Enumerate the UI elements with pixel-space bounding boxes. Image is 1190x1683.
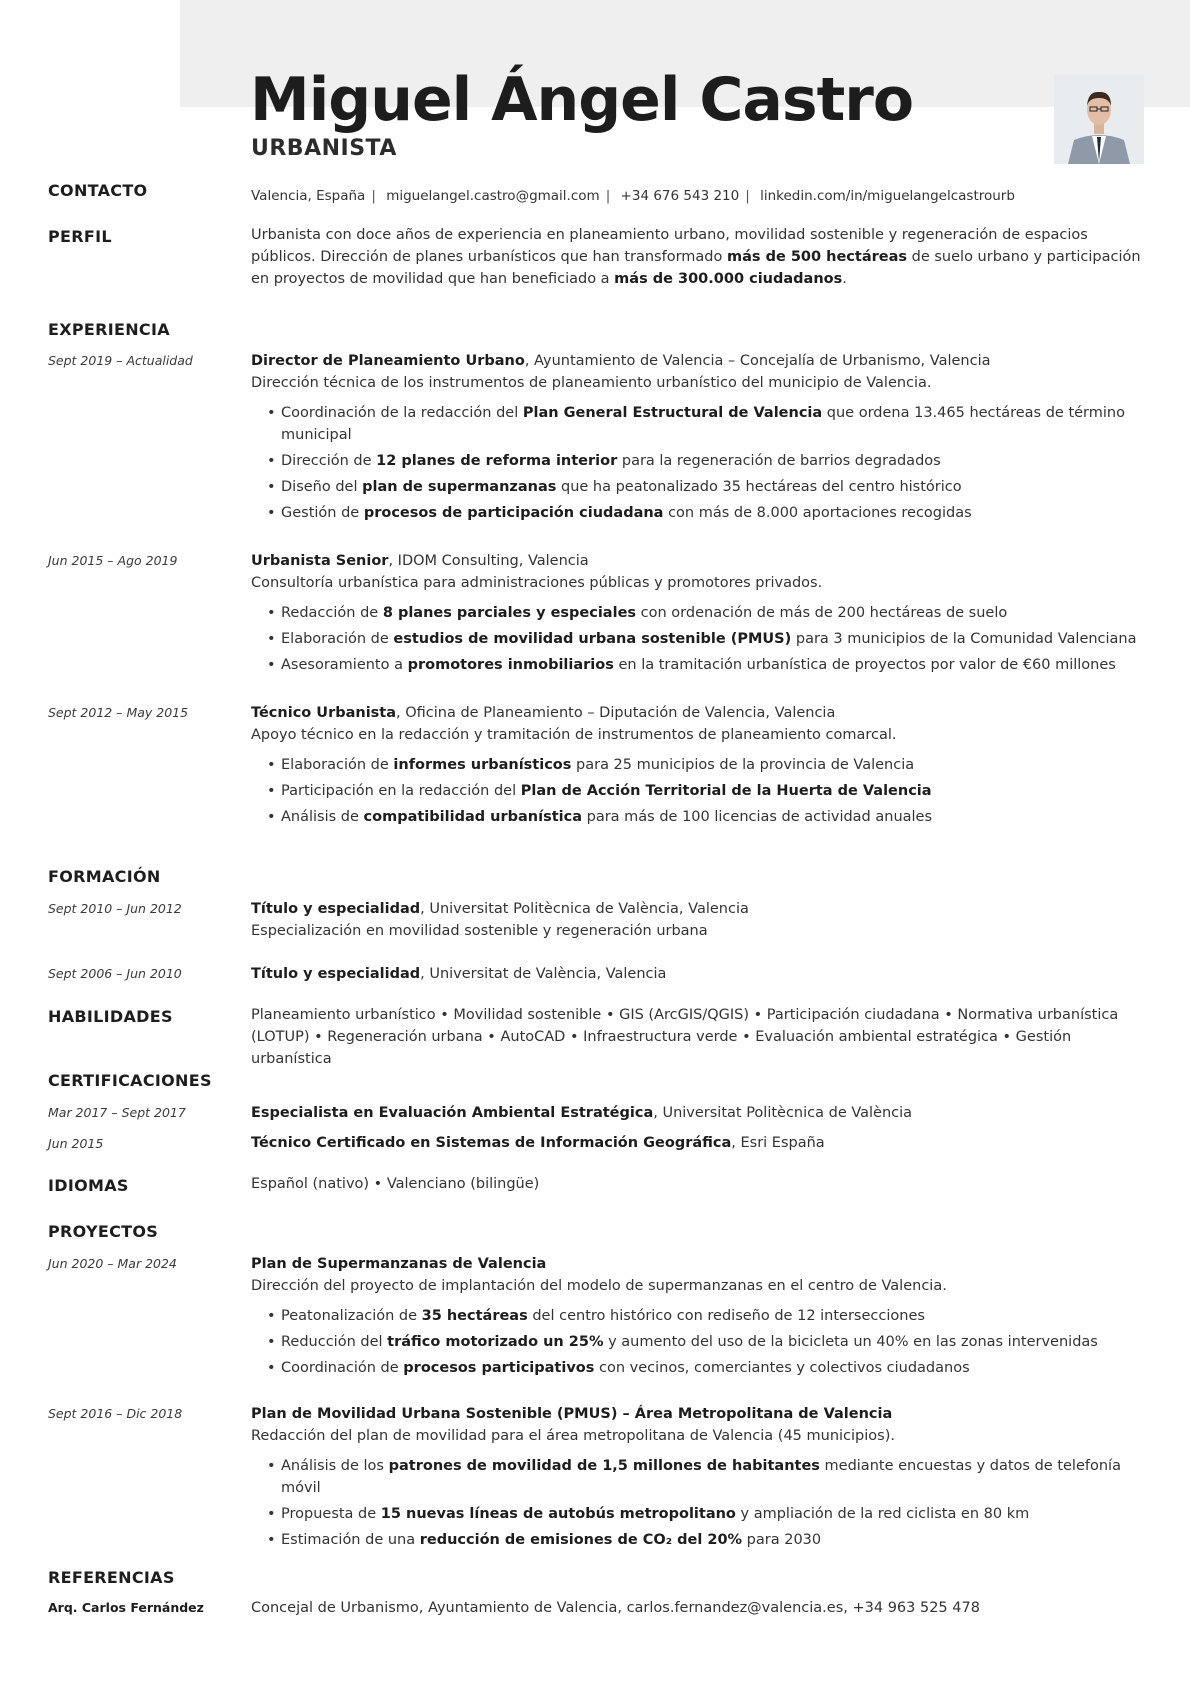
profile-text <box>251 224 1146 290</box>
job-bullets <box>251 402 1146 524</box>
project-date: Jun 2020 – Mar 2024 <box>48 1256 177 1271</box>
profile-text-part: . <box>842 271 847 287</box>
certification-entry <box>251 1102 1146 1124</box>
education-org: , Universitat de València, Valencia <box>420 966 667 982</box>
job-date: Jun 2015 – Ago 2019 <box>48 553 178 568</box>
list-item: • Análisis de compatibilidad urbanística para más de 100 licencias de actividad anuales <box>251 806 1146 828</box>
skills-text: Planeamiento urbanístico • Movilidad sostenible • GIS (ArcGIS/QGIS) • Participación ciudadana • Normativa urbanística (LOTUP) • Regeneración urbana • AutoCAD • Infraestructura verde • Evaluación ambiental estratégica • Gestión urbanística <box>251 1007 1119 1067</box>
job-title-line <box>251 350 1146 372</box>
profile-text-part: de suelo urbano y participación en proyectos de movilidad que han beneficiado a <box>251 249 1141 287</box>
project-bullets <box>251 1305 1146 1379</box>
profile-photo-image <box>1054 74 1144 164</box>
reference-text: Concejal de Urbanismo, Ayuntamiento de Valencia, carlos.fernandez@valencia.es, +34 963 525 478 <box>251 1600 980 1616</box>
separator: | <box>745 188 750 204</box>
list-item: • Gestión de procesos de participación ciudadana con más de 8.000 aportaciones recogidas <box>251 502 1146 524</box>
job-entry <box>251 702 1146 832</box>
list-item: • Análisis de los patrones de movilidad de 1,5 millones de habitantes mediante encuestas y datos de telefonía móvil <box>251 1455 1146 1499</box>
list-item: • Participación en la redacción del Plan de Acción Territorial de la Huerta de Valencia <box>251 780 1146 802</box>
job-description: Consultoría urbanística para administraciones públicas y promotores privados. <box>251 575 823 591</box>
profile-photo <box>1054 74 1144 164</box>
contact-line <box>251 185 1146 207</box>
job-description: Apoyo técnico en la redacción y tramitación de instrumentos de planeamiento comarcal. <box>251 727 897 743</box>
education-entry <box>251 898 1146 942</box>
list-item: • Elaboración de informes urbanísticos para 25 municipios de la provincia de Valencia <box>251 754 1146 776</box>
job-role: URBANISTA <box>251 136 397 161</box>
job-title: Urbanista Senior <box>251 553 389 569</box>
job-title: Director de Planeamiento Urbano <box>251 353 525 369</box>
job-entry <box>251 350 1146 528</box>
job-bullets <box>251 754 1146 828</box>
education-org: , Universitat Politècnica de València, Valencia <box>420 901 749 917</box>
project-bullets <box>251 1455 1146 1551</box>
list-item: • Peatonalización de 35 hectáreas del centro histórico con rediseño de 12 intersecciones <box>251 1305 1146 1327</box>
separator: | <box>371 188 376 204</box>
job-org: , IDOM Consulting, Valencia <box>388 553 589 569</box>
list-item: • Dirección de 12 planes de reforma interior para la regeneración de barrios degradados <box>251 450 1146 472</box>
contact-phone[interactable]: +34 676 543 210 <box>620 188 740 204</box>
project-title: Plan de Supermanzanas de Valencia <box>251 1256 547 1272</box>
job-entry <box>251 550 1146 680</box>
project-description: Dirección del proyecto de implantación del modelo de supermanzanas en el centro de Valencia. <box>251 1278 947 1294</box>
section-label-experience: EXPERIENCIA <box>48 320 170 339</box>
separator: | <box>605 188 611 204</box>
education-entry <box>251 963 1146 985</box>
profile-highlight: más de 500 hectáreas <box>727 249 908 265</box>
section-label-skills: HABILIDADES <box>48 1007 173 1026</box>
list-item: • Redacción de 8 planes parciales y especiales con ordenación de más de 200 hectáreas de suelo <box>251 602 1146 624</box>
contact-linkedin[interactable]: linkedin.com/in/miguelangelcastrourb <box>760 188 1015 204</box>
education-date: Sept 2006 – Jun 2010 <box>48 966 182 981</box>
section-label-certifications: CERTIFICACIONES <box>48 1071 212 1090</box>
education-title-line <box>251 898 1146 920</box>
section-label-languages: IDIOMAS <box>48 1176 129 1195</box>
section-label-references: REFERENCIAS <box>48 1568 175 1587</box>
job-date: Sept 2012 – May 2015 <box>48 705 189 720</box>
certification-date: Jun 2015 <box>48 1136 104 1151</box>
project-entry <box>251 1403 1146 1555</box>
project-title-line <box>251 1403 1146 1425</box>
section-label-education: FORMACIÓN <box>48 867 161 886</box>
profile-highlight: más de 300.000 ciudadanos <box>614 271 843 287</box>
profile-text-part: Urbanista con doce años de experiencia en planeamiento urbano, movilidad sostenible y regeneración de espacios públicos. Dirección de planes urbanísticos que han transformado <box>251 227 1088 265</box>
list-item: • Coordinación de la redacción del Plan General Estructural de Valencia que ordena 13.465 hectáreas de término municipal <box>251 402 1146 446</box>
section-label-profile: PERFIL <box>48 227 112 246</box>
list-item: • Coordinación de procesos participativos con vecinos, comerciantes y colectivos ciudadanos <box>251 1357 1146 1379</box>
list-item: • Estimación de una reducción de emisiones de CO₂ del 20% para 2030 <box>251 1529 1146 1551</box>
project-title-line <box>251 1253 1146 1275</box>
job-date: Sept 2019 – Actualidad <box>48 353 193 368</box>
list-item: • Elaboración de estudios de movilidad urbana sostenible (PMUS) para 3 municipios de la Comunidad Valenciana <box>251 628 1146 650</box>
education-title: Título y especialidad <box>251 966 421 982</box>
certification-title: Técnico Certificado en Sistemas de Información Geográfica <box>251 1135 732 1151</box>
job-org: , Oficina de Planeamiento – Diputación de Valencia, Valencia <box>396 705 836 721</box>
page-title: Miguel Ángel Castro <box>250 65 914 135</box>
project-description: Redacción del plan de movilidad para el área metropolitana de Valencia (45 municipios). <box>251 1428 895 1444</box>
list-item: • Propuesta de 15 nuevas líneas de autobús metropolitano y ampliación de la red ciclista en 80 km <box>251 1503 1146 1525</box>
job-bullets <box>251 602 1146 676</box>
project-date: Sept 2016 – Dic 2018 <box>48 1406 183 1421</box>
contact-location: Valencia, España <box>251 188 366 204</box>
section-label-contact: CONTACTO <box>48 181 148 200</box>
certification-org: , Universitat Politècnica de València <box>653 1105 913 1121</box>
certification-title: Especialista en Evaluación Ambiental Estratégica <box>251 1105 654 1121</box>
certification-entry <box>251 1132 1146 1154</box>
list-item: • Asesoramiento a promotores inmobiliarios en la tramitación urbanística de proyectos por valor de €60 millones <box>251 654 1146 676</box>
list-item: • Diseño del plan de supermanzanas que ha peatonalizado 35 hectáreas del centro histórico <box>251 476 1146 498</box>
certification-org: , Esri España <box>731 1135 825 1151</box>
project-title: Plan de Movilidad Urbana Sostenible (PMUS) – Área Metropolitana de Valencia <box>251 1406 893 1422</box>
job-title-line <box>251 702 1146 724</box>
education-title: Título y especialidad <box>251 901 421 917</box>
contact-email[interactable]: miguelangel.castro@gmail.com <box>386 188 600 204</box>
job-title-line <box>251 550 1146 572</box>
list-item: • Reducción del tráfico motorizado un 25% y aumento del uso de la bicicleta un 40% en las zonas intervenidas <box>251 1331 1146 1353</box>
education-date: Sept 2010 – Jun 2012 <box>48 901 182 916</box>
languages-text: Español (nativo) • Valenciano (bilingüe) <box>251 1176 540 1192</box>
job-org: , Ayuntamiento de Valencia – Concejalía de Urbanismo, Valencia <box>524 353 991 369</box>
job-description: Dirección técnica de los instrumentos de planeamiento urbanístico del municipio de Valencia. <box>251 375 932 391</box>
certification-date: Mar 2017 – Sept 2017 <box>48 1105 186 1120</box>
education-description: Especialización en movilidad sostenible y regeneración urbana <box>251 923 708 939</box>
job-title: Técnico Urbanista <box>251 705 397 721</box>
education-title-line <box>251 963 1146 985</box>
reference-name: Arq. Carlos Fernández <box>48 1600 204 1615</box>
project-entry <box>251 1253 1146 1383</box>
section-label-projects: PROYECTOS <box>48 1222 159 1241</box>
